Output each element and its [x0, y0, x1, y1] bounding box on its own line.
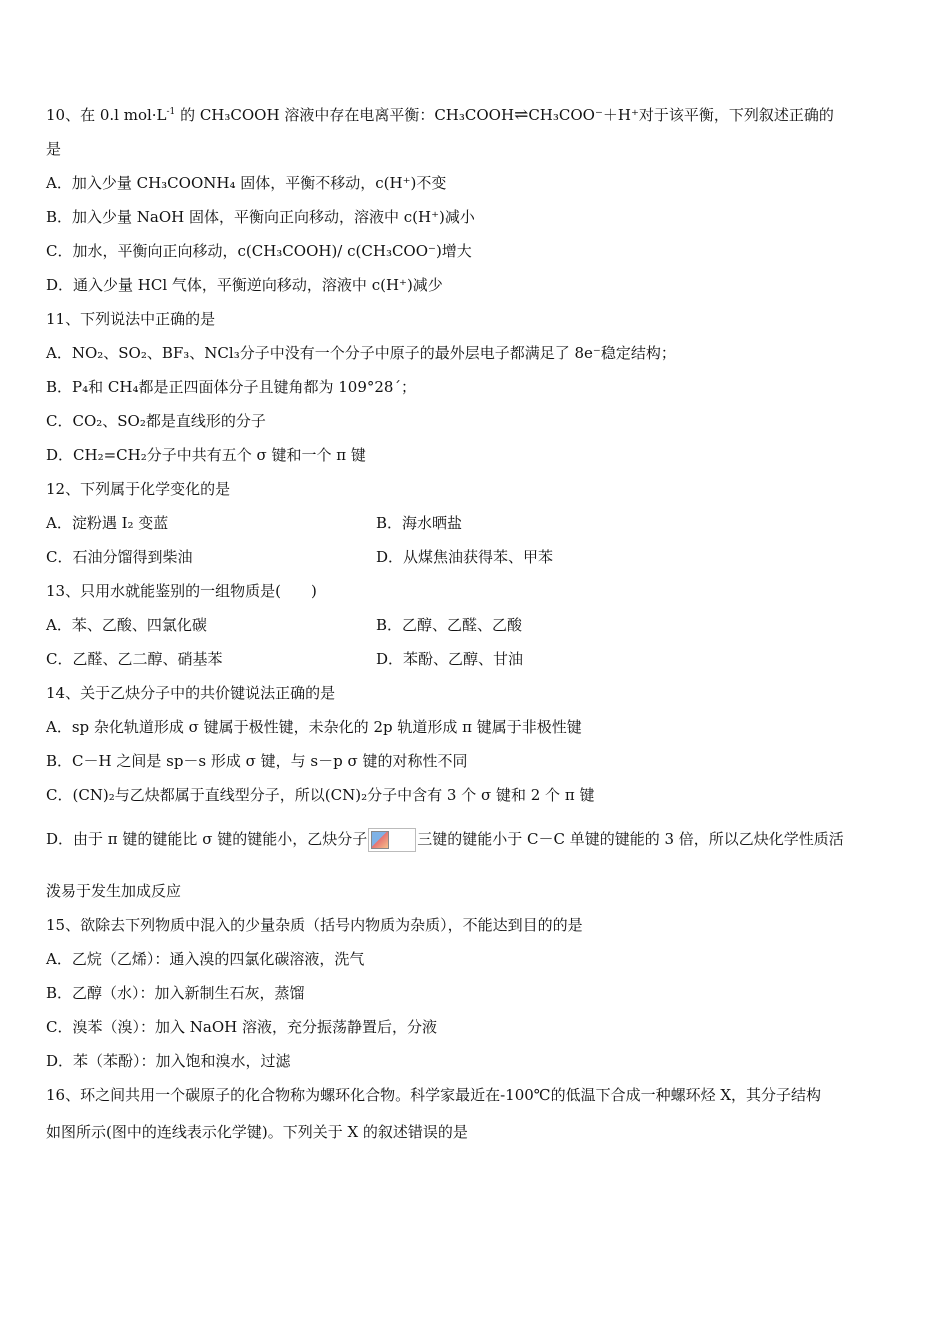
q10-stem-cont: 是: [46, 140, 62, 158]
q10-stem: [46, 102, 834, 125]
q13-option-c: C．乙醛、乙二醇、硝基苯: [46, 650, 223, 668]
q11-option-a: A．NO₂、SO₂、BF₃、NCl₃分子中没有一个分子中原子的最外层电子都满足了 8e⁻稳定结构；: [46, 344, 676, 362]
q10-option-b: B．加入少量 NaOH 固体，平衡向正向移动，溶液中 c(H⁺)减小: [46, 208, 475, 226]
q14-stem: 14、关于乙炔分子中的共价键说法正确的是: [46, 684, 336, 702]
q10-superscript: -1: [166, 107, 176, 117]
q12-option-a: A．淀粉遇 I₂ 变蓝: [46, 514, 169, 532]
q16-stem: 16、环之间共用一个碳原子的化合物称为螺环化合物。科学家最近在-100℃的低温下合成一种螺环烃 X，其分子结构: [46, 1086, 822, 1104]
q10-stem-part2: 的 CH₃COOH 溶液中存在电离平衡：CH₃COOH: [175, 106, 515, 124]
q14-option-d-part2: 三键的键能小于 C－C 单键的键能的 3 倍，所以乙炔化学性质活: [417, 830, 844, 848]
q12-stem: 12、下列属于化学变化的是: [46, 480, 231, 498]
broken-image-icon: [368, 828, 416, 852]
q10-stem-part3: CH₃COO⁻＋H⁺对于该平衡，下列叙述正确的: [528, 106, 834, 124]
q12-option-c: C．石油分馏得到柴油: [46, 548, 193, 566]
q10-stem-part1: 10、在 0.l mol·L: [46, 106, 167, 124]
equilibrium-arrow-icon: ⇌: [514, 105, 529, 125]
q15-option-a: A．乙烷（乙烯）：通入溴的四氯化碳溶液，洗气: [46, 950, 365, 968]
q15-option-c: C．溴苯（溴）：加入 NaOH 溶液，充分振荡静置后，分液: [46, 1018, 437, 1036]
q11-option-c: C．CO₂、SO₂都是直线形的分子: [46, 412, 266, 430]
q10-option-a: A．加入少量 CH₃COONH₄ 固体，平衡不移动，c(H⁺)不变: [46, 174, 447, 192]
q11-option-d: D．CH₂=CH₂分子中共有五个 σ 键和一个 π 键: [46, 446, 366, 464]
q14-option-d-part1: D．由于 π 键的键能比 σ 键的键能小，乙炔分子: [46, 830, 368, 848]
q15-stem: 15、欲除去下列物质中混入的少量杂质（括号内物质为杂质），不能达到目的的是: [46, 916, 583, 934]
q12-option-b: B．海水晒盐: [376, 514, 463, 532]
q14-option-a: A．sp 杂化轨道形成 σ 键属于极性键，未杂化的 2p 轨道形成 π 键属于非极性键: [46, 718, 582, 736]
q14-option-b: B．C－H 之间是 sp－s 形成 σ 键，与 s－p σ 键的对称性不同: [46, 752, 468, 770]
q14-option-d: [46, 828, 844, 852]
q12-option-d: D．从煤焦油获得苯、甲苯: [376, 548, 554, 566]
q14-option-c: C．(CN)₂与乙炔都属于直线型分子，所以(CN)₂分子中含有 3 个 σ 键和 2 个 π 键: [46, 786, 595, 804]
q13-option-a: A．苯、乙酸、四氯化碳: [46, 616, 207, 634]
q14-option-d-cont: 泼易于发生加成反应: [46, 882, 182, 900]
q13-option-d: D．苯酚、乙醇、甘油: [376, 650, 524, 668]
q10-option-d: D．通入少量 HCl 气体，平衡逆向移动，溶液中 c(H⁺)减少: [46, 276, 443, 294]
q13-option-b: B．乙醇、乙醛、乙酸: [376, 616, 523, 634]
q11-option-b: B．P₄和 CH₄都是正四面体分子且键角都为 109°28´；: [46, 378, 416, 396]
q10-option-c: C．加水，平衡向正向移动，c(CH₃COOH)/ c(CH₃COO⁻)增大: [46, 242, 472, 260]
q11-stem: 11、下列说法中正确的是: [46, 310, 216, 328]
q15-option-b: B．乙醇（水）：加入新制生石灰，蒸馏: [46, 984, 305, 1002]
q13-stem: 13、只用水就能鉴别的一组物质是( ): [46, 582, 317, 600]
q15-option-d: D．苯（苯酚）：加入饱和溴水，过滤: [46, 1052, 291, 1070]
q16-stem-cont: 如图所示(图中的连线表示化学键)。下列关于 X 的叙述错误的是: [46, 1123, 468, 1141]
